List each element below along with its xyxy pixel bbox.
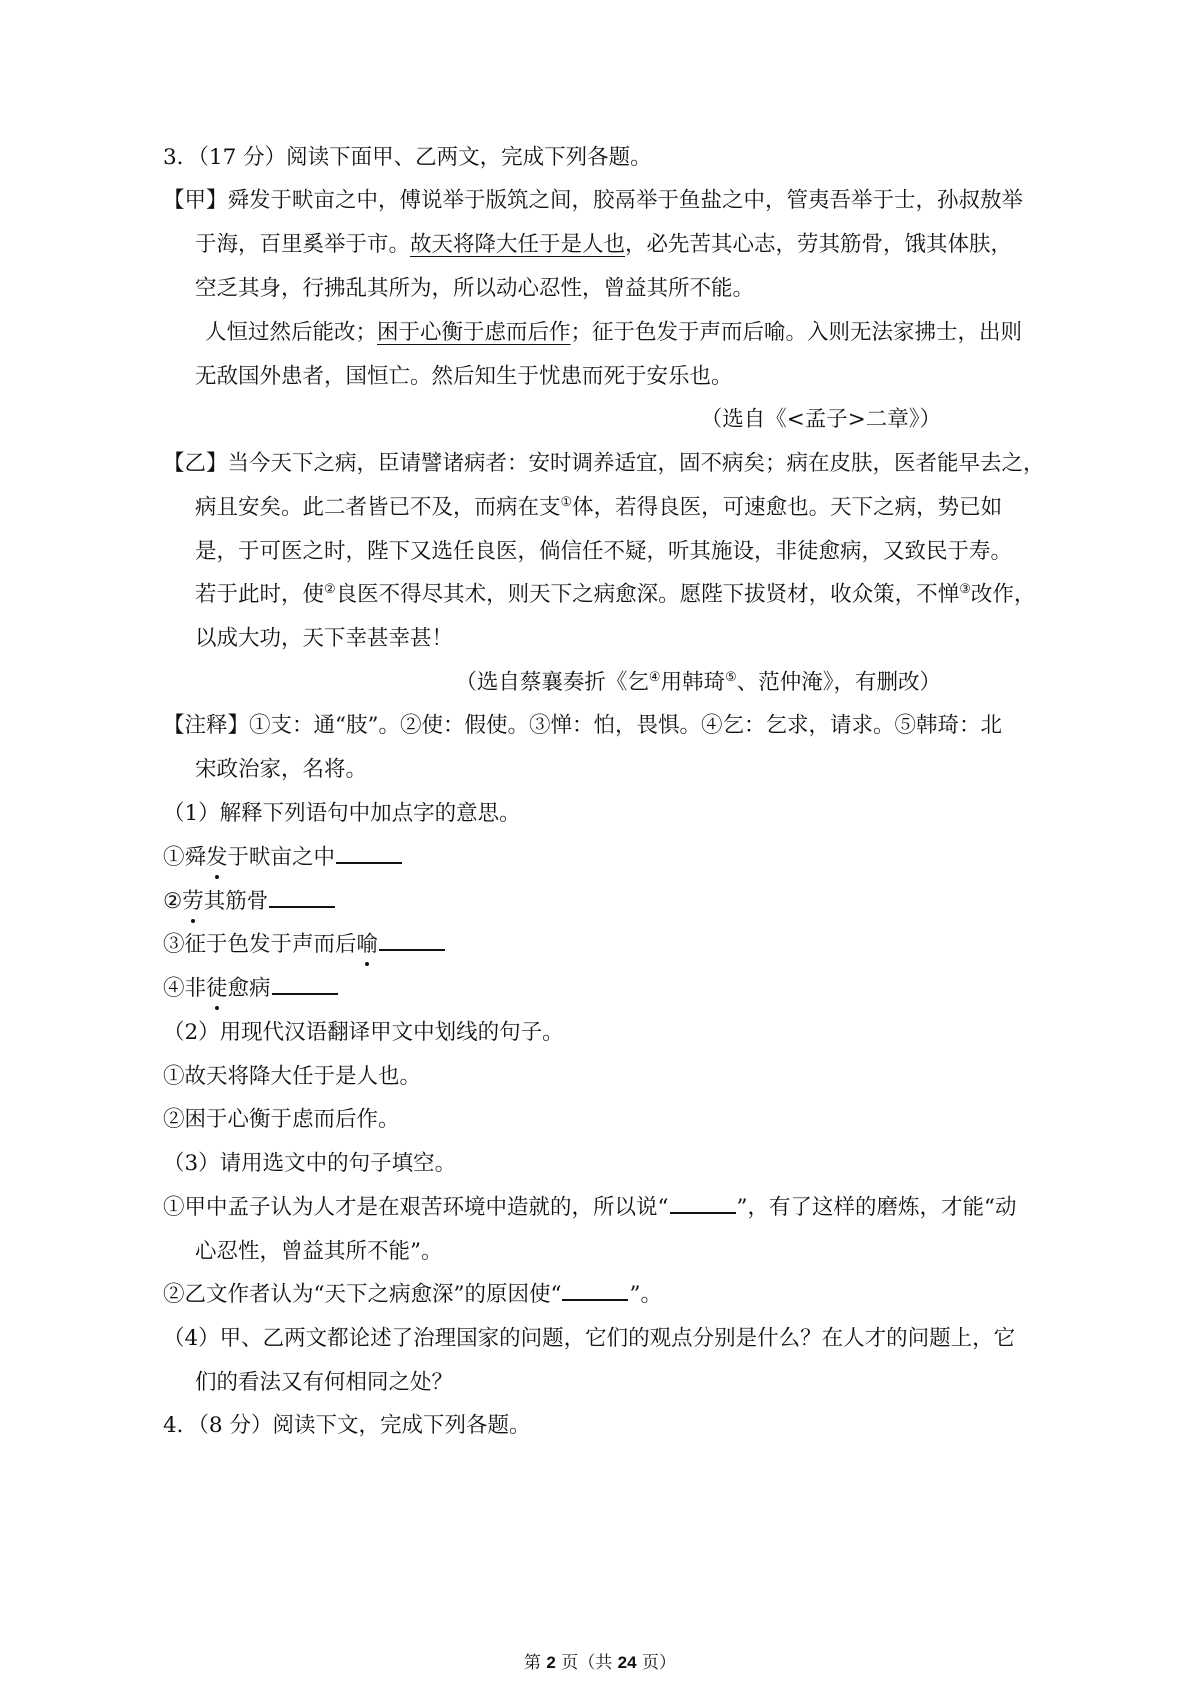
sub3-title: （3）请用选文中的句子填空。 — [163, 1151, 457, 1176]
answer-blank[interactable] — [379, 927, 445, 951]
dotted-char: 发 — [206, 840, 228, 876]
yi-line-4: 若于此时，使②良医不得尽其术，则天下之病愈深。愿陛下拔贤材，收众策，不惮③改作， — [195, 582, 1036, 607]
yi-line-5: 以成大功，天下幸甚幸甚！ — [195, 626, 454, 651]
jia-tag: 【甲】 — [163, 188, 228, 213]
sub2-item-1: ①故天将降大任于是人也。 — [163, 1064, 422, 1089]
jia-line-4: 人恒过然后能改；困于心衡于虑而后作；征于色发于声而后喻。入则无法家拂士，出则 — [205, 320, 1023, 345]
jia-line-2: 于海，百里奚举于市。故天将降大任于是人也，必先苦其心志，劳其筋骨，饿其体肤， — [195, 232, 1013, 257]
sub1-item-4: ④非徒愈病 — [163, 971, 941, 1007]
sub1-item-1: ①舜发于畎亩之中 — [163, 840, 941, 876]
jia-line-3: 空乏其身，行拂乱其所为，所以动心忍性，曾益其所不能。 — [195, 276, 755, 301]
page-number: 2 — [546, 1653, 556, 1672]
sub2-item-2: ②困于心衡于虑而后作。 — [163, 1107, 400, 1132]
note-mark-5: ⑤ — [725, 670, 737, 685]
answer-blank[interactable] — [269, 884, 335, 908]
underlined-sentence-2: 困于心衡于虑而后作 — [377, 320, 571, 345]
sub1-item-2: ②劳其筋骨 — [163, 884, 941, 920]
jia-line-1: 【甲】舜发于畎亩之中，傅说举于版筑之间，胶鬲举于鱼盐之中，管夷吾举于士，孙叔敖举 — [163, 188, 1024, 213]
yi-line-2: 病且安矣。此二者皆已不及，而病在支①体，若得良医，可速愈也。天下之病，势已如 — [195, 495, 1003, 520]
sub4-line-1: （4）甲、乙两文都论述了治理国家的问题，它们的观点分别是什么？在人才的问题上，它 — [163, 1326, 1016, 1351]
underlined-sentence-1: 故天将降大任于是人也 — [410, 232, 626, 257]
note-mark-1: ① — [560, 495, 573, 510]
question-3-stem: 3．（17 分）阅读下面甲、乙两文，完成下列各题。 — [163, 145, 652, 170]
note-mark-4: ④ — [648, 670, 661, 685]
jia-source: （选自《<孟子>二章》） — [700, 407, 941, 432]
yi-line-3: 是，于可医之时，陛下又选任良医，倘信任不疑，听其施设，非徒愈病，又致民于寿。 — [195, 539, 1013, 564]
sub2-title: （2）用现代汉语翻译甲文中划线的句子。 — [163, 1020, 564, 1045]
notes-line-1: 【注释】①支：通“肢”。②使：假使。③惮：怕，畏惧。④乞：乞求，请求。⑤韩琦：北 — [163, 713, 1002, 738]
sub1-item-3: ③征于色发于声而后喻 — [163, 927, 941, 963]
page-total: 24 — [617, 1653, 637, 1672]
yi-source: （选自蔡襄奏折《乞④用韩琦⑤、范仲淹》，有删改） — [455, 670, 941, 695]
sub3-item-2: ②乙文作者认为“天下之病愈深”的原因使“ ”。 — [163, 1277, 941, 1313]
dotted-char: 喻 — [357, 927, 379, 963]
note-mark-3: ③ — [959, 582, 971, 597]
note-mark-2: ② — [324, 582, 336, 597]
answer-blank[interactable] — [670, 1190, 736, 1214]
answer-blank[interactable] — [272, 971, 338, 995]
sub4-line-2: 们的看法又有何相同之处？ — [195, 1370, 454, 1395]
dotted-char: 徒 — [206, 971, 228, 1007]
answer-blank[interactable] — [562, 1277, 628, 1301]
sub3-item-1-cont: 心忍性，曾益其所不能”。 — [195, 1239, 443, 1264]
answer-blank[interactable] — [336, 840, 402, 864]
dotted-char: 劳 — [182, 884, 204, 920]
yi-line-1: 【乙】当今天下之病，臣请譬诸病者：安时调养适宜，固不病矣；病在皮肤，医者能早去之， — [163, 451, 1045, 476]
jia-line-5: 无敌国外患者，国恒亡。然后知生于忧患而死于安乐也。 — [195, 364, 733, 389]
notes-line-2: 宋政治家，名将。 — [195, 757, 368, 782]
question-4-stem: 4．（8 分）阅读下文，完成下列各题。 — [163, 1413, 531, 1438]
yi-tag: 【乙】 — [163, 451, 228, 476]
sub3-item-1: ①甲中孟子认为人才是在艰苦环境中造就的，所以说“ ”，有了这样的磨炼，才能“动 — [163, 1190, 941, 1226]
sub1-title: （1）解释下列语句中加点字的意思。 — [163, 801, 521, 826]
page-footer: 第 2 页（共 24 页） — [523, 1653, 676, 1673]
